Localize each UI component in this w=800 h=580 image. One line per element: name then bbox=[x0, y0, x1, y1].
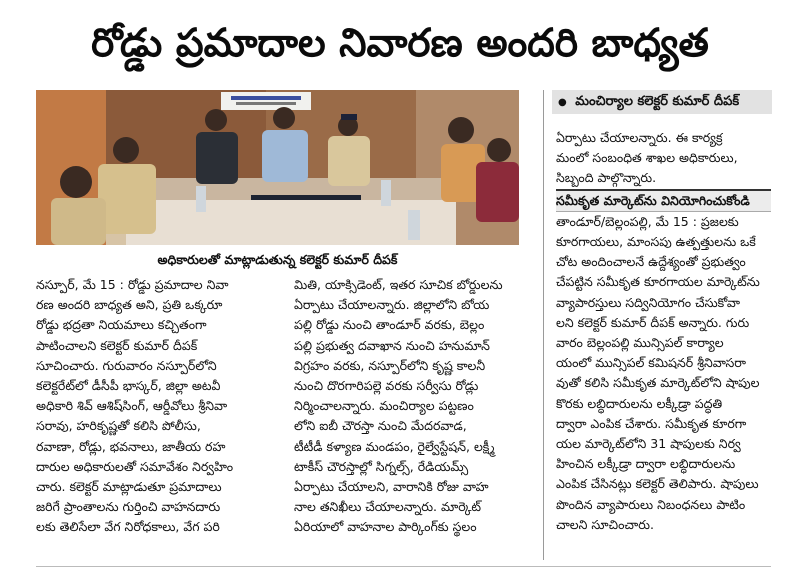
text-line: రోడ్డు భద్రతా నియమాలు కచ్చితంగా bbox=[36, 317, 207, 333]
page-bottom-rule bbox=[36, 566, 771, 580]
text-line: సిబ్బంది పాల్గొన్నారు. bbox=[556, 170, 657, 186]
text-line: చారు. కలెక్టర్ మాట్లాడుతూ ప్రమాదాలు bbox=[36, 479, 222, 495]
sub-headline: సమీకృత మార్కెట్‌ను వినియోగించుకోండి bbox=[556, 189, 771, 212]
text-line: తాండూర్/బెల్లంపల్లి, మే 15 : ప్రజలకు bbox=[556, 213, 739, 229]
text-line: లని కలెక్టర్ కుమార్ దీపక్ అన్నారు. గురు bbox=[556, 314, 750, 330]
byline-text: మంచిర్యాల కలెక్టర్ కుమార్ దీపక్ bbox=[575, 94, 740, 109]
text-line: వారం బెల్లంపల్లి మున్సిపల్ కార్యాల bbox=[556, 335, 724, 351]
text-line: పాటించాలని కలెక్టర్ కుమార్ దీపక్ bbox=[36, 337, 198, 353]
text-line: జరిగే ప్రాంతాలను గుర్తించి వాహనదారు bbox=[36, 499, 221, 515]
text-line: ఏరియాలో వాహనాల పార్కింగ్‌కు స్థలం bbox=[294, 519, 477, 535]
text-line: హించిన లక్కీడ్రా ద్వారా లబ్ధిదారులను bbox=[556, 456, 736, 472]
text-line: మంలో సంబంధిత శాఖల అధికారులు, bbox=[556, 150, 738, 166]
text-line: నుంచి దొరగారిపల్లె వరకు సర్వీసు రోడ్లు bbox=[294, 378, 479, 394]
text-line: టీటీడీ కళ్యాణ మండపం, రైల్వేస్టేషన్, లక్ష్మీ bbox=[294, 438, 495, 454]
text-line: రవాణా, రోడ్లు, భవనాలు, జాతీయ రహ bbox=[36, 438, 226, 454]
article-column-3 bbox=[556, 128, 771, 560]
text-line: లోని ఐబీ చౌరస్తా నుంచి మేదరవాడ, bbox=[294, 418, 467, 434]
text-line: దారుల అధికారులతో సమావేశం నిర్వహిం bbox=[36, 458, 234, 474]
photo-caption: అధికారులతో మాట్లాడుతున్న కలెక్టర్ కుమార్ దీపక్ bbox=[157, 252, 398, 267]
text-line: వ్యాపారస్తులు సద్వినియోగం చేసుకోవా bbox=[556, 294, 740, 310]
text-line: చేపట్టిన సమీకృత కూరగాయల మార్కెట్‌ను bbox=[556, 274, 760, 290]
text-line: ఎంపిక చేసినట్లు కలెక్టర్ తెలిపారు. షాపులు bbox=[556, 476, 759, 492]
text-line: ఏర్పాటు చేయాలని, వారానికి రోజు వాహ bbox=[294, 479, 489, 495]
text-line: పల్లి ప్రభుత్వ దవాఖాన నుంచి హనుమాన్ bbox=[294, 337, 490, 353]
text-line: ఏర్పాటు చేయాలన్నారు. ఈ కార్యక్ర bbox=[556, 130, 723, 145]
news-photo bbox=[36, 90, 519, 245]
text-line: సరావు, హరికృష్ణతో కలిసి పోలీసు, bbox=[36, 418, 201, 434]
text-line: పొందిన వ్యాపారులు నిబంధనలు పాటిం bbox=[556, 496, 746, 512]
text-line: వుతో కలిసి సమీకృత మార్కెట్‌లోని షాపుల bbox=[556, 375, 760, 391]
headline: రోడ్డు ప్రమాదాల నివారణ అందరి బాధ్యత bbox=[91, 21, 709, 66]
text-line: యల మార్కెట్‌లోని 31 షాపులకు నిర్వ bbox=[556, 436, 741, 452]
text-line: అధికారి శివ్ ఆశిష్‌సింగ్, ఆర్డీవోలు శ్రీనివా bbox=[36, 398, 228, 414]
text-line: చాలని సూచించారు. bbox=[556, 516, 654, 532]
text-line: చోట అందించాలనే ఉద్దేశ్యంతో ప్రభుత్వం bbox=[556, 254, 746, 270]
meeting-photo-illustration bbox=[36, 90, 519, 245]
text-line: ద్వారా ఎంపిక చేశారు. సమీకృత కూరగా bbox=[556, 415, 747, 431]
text-line: రణ అందరి బాధ్యత అని, ప్రతి ఒక్కరూ bbox=[36, 297, 223, 313]
text-line: విగ్రహం వరకు, నస్పూర్‌లోని కృష్ణ కాలనీ bbox=[294, 357, 486, 373]
text-line: పల్లి రోడ్డు నుంచి తాండూర్ వరకు, బెల్లం bbox=[294, 317, 485, 333]
article-column-2 bbox=[294, 275, 534, 565]
column-divider bbox=[543, 90, 544, 560]
text-line: మితి, యాక్సిడెంట్, ఇతర సూచిక బోర్డులను bbox=[294, 277, 503, 292]
text-line: నిర్మించాలన్నారు. మంచిర్యాల పట్టణం bbox=[294, 398, 474, 414]
text-line: లకు తెలిసేలా వేగ నిరోధకాలు, వేగ పరి bbox=[36, 519, 220, 535]
text-line: కూరగాయలు, మాంసపు ఉత్పత్తులను ఒకే bbox=[556, 234, 756, 250]
text-line: కలెక్టరేట్‌లో డీసీపీ భాస్కర్, జిల్లా అటవీ bbox=[36, 378, 221, 394]
bullet-icon: ● bbox=[558, 97, 567, 108]
text-line: కొరకు లబ్ధిదారులను లక్కీడ్రా పద్ధతి bbox=[556, 395, 723, 411]
text-line: నాల తనిఖీలు చేయాలన్నారు. మార్కెట్ bbox=[294, 499, 482, 515]
text-line: నస్పూర్, మే 15 : రోడ్డు ప్రమాదాల నివా bbox=[36, 277, 229, 292]
text-line: ఏర్పాటు చేయాలన్నారు. జిల్లాలోని బోయ bbox=[294, 297, 490, 313]
text-line: యంలో మున్సిపల్ కమిషనర్ శ్రీనివాసరా bbox=[556, 355, 746, 371]
byline-bar bbox=[552, 90, 772, 114]
text-line: సూచించారు. గురువారం నస్పూర్‌లోని bbox=[36, 357, 217, 373]
article-column-1 bbox=[36, 275, 286, 565]
text-line: టాకీస్ చౌరస్తాల్లో సిగ్నల్స్, రేడియమ్స్ bbox=[294, 458, 469, 474]
